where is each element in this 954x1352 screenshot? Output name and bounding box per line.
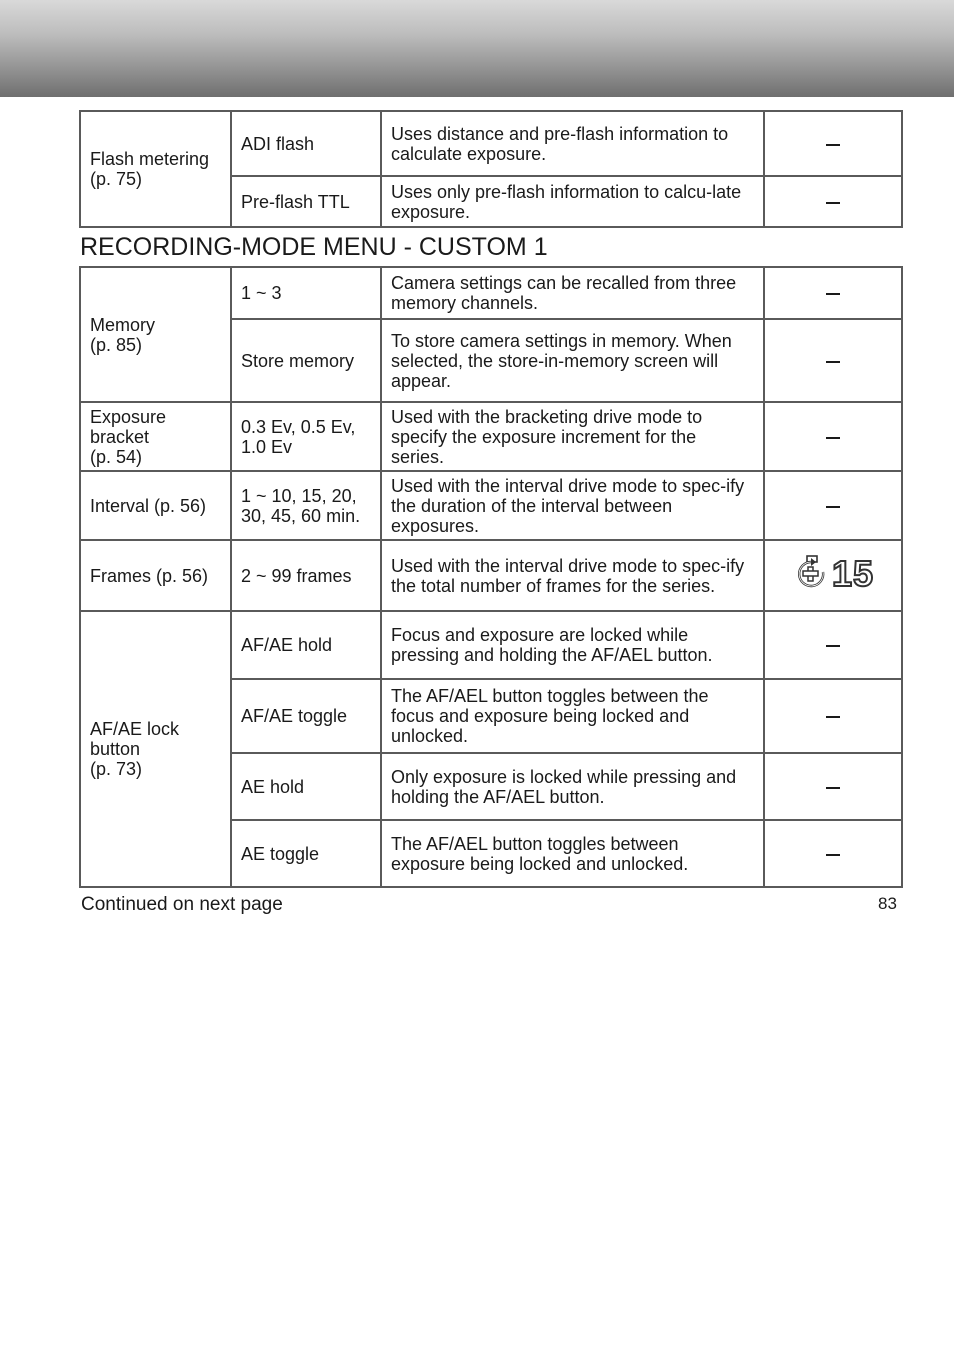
table-row bbox=[80, 471, 902, 540]
description-cell: Uses only pre-flash information to calcu-late exposure. bbox=[381, 176, 764, 227]
symbol-cell bbox=[764, 471, 902, 540]
option-cell: Pre-flash TTL bbox=[231, 176, 381, 227]
setting-name: Interval (p. 56) bbox=[80, 471, 231, 540]
option-cell: 1 ~ 3 bbox=[231, 267, 381, 319]
dash-icon bbox=[826, 716, 840, 718]
symbol-cell bbox=[764, 319, 902, 402]
dash-icon bbox=[826, 787, 840, 789]
option-cell: AF/AE hold bbox=[231, 611, 381, 679]
option-cell: ADI flash bbox=[231, 111, 381, 176]
description-cell: Focus and exposure are locked while pressing and holding the AF/AEL button. bbox=[381, 611, 764, 679]
symbol-cell bbox=[764, 820, 902, 887]
symbol-cell bbox=[764, 267, 902, 319]
continued-note: Continued on next page bbox=[81, 894, 283, 915]
description-cell: Used with the bracketing drive mode to specify the exposure increment for the series. bbox=[381, 402, 764, 471]
dash-icon bbox=[826, 506, 840, 508]
setting-name: Frames (p. 56) bbox=[80, 540, 231, 611]
interval-frames-symbol bbox=[792, 554, 874, 594]
symbol-cell bbox=[764, 111, 902, 176]
interval-timer-icon bbox=[792, 554, 832, 594]
symbol-cell bbox=[764, 402, 902, 471]
setting-name: AF/AE lock button (p. 73) bbox=[80, 611, 231, 887]
option-cell: 0.3 Ev, 0.5 Ev, 1.0 Ev bbox=[231, 402, 381, 471]
description-cell: Used with the interval drive mode to spec-ify the total number of frames for the series. bbox=[381, 540, 764, 611]
option-cell: 1 ~ 10, 15, 20, 30, 45, 60 min. bbox=[231, 471, 381, 540]
setting-name: Exposure bracket (p. 54) bbox=[80, 402, 231, 471]
table-row bbox=[80, 267, 902, 319]
dash-icon bbox=[826, 293, 840, 295]
symbol-cell bbox=[764, 176, 902, 227]
section-title: RECORDING-MODE MENU - CUSTOM 1 bbox=[80, 233, 548, 261]
description-cell: The AF/AEL button toggles between exposure being locked and unlocked. bbox=[381, 820, 764, 887]
dash-icon bbox=[826, 361, 840, 363]
page-number: 83 bbox=[878, 894, 897, 913]
setting-name: Flash metering (p. 75) bbox=[80, 111, 231, 227]
option-cell: Store memory bbox=[231, 319, 381, 402]
option-cell: AE hold bbox=[231, 753, 381, 820]
custom1-table bbox=[79, 266, 903, 888]
description-cell: Used with the interval drive mode to spec-ify the duration of the interval between exposures. bbox=[381, 471, 764, 540]
symbol-cell bbox=[764, 753, 902, 820]
table-row bbox=[80, 402, 902, 471]
option-cell: AF/AE toggle bbox=[231, 679, 381, 753]
description-cell: Camera settings can be recalled from three memory channels. bbox=[381, 267, 764, 319]
symbol-cell bbox=[764, 679, 902, 753]
dash-icon bbox=[826, 854, 840, 856]
dash-icon bbox=[826, 437, 840, 439]
table-row bbox=[80, 111, 902, 176]
header-band bbox=[0, 0, 954, 97]
table-row bbox=[80, 540, 902, 611]
description-cell: Uses distance and pre-flash information to calculate exposure. bbox=[381, 111, 764, 176]
frames-count-label: 15 bbox=[831, 552, 875, 594]
description-cell: To store camera settings in memory. When selected, the store-in-memory screen will appear. bbox=[381, 319, 764, 402]
description-cell: Only exposure is locked while pressing and holding the AF/AEL button. bbox=[381, 753, 764, 820]
flash-metering-table bbox=[79, 110, 903, 228]
dash-icon bbox=[826, 202, 840, 204]
table-row bbox=[80, 611, 902, 679]
option-cell: AE toggle bbox=[231, 820, 381, 887]
dash-icon bbox=[826, 645, 840, 647]
setting-name: Memory (p. 85) bbox=[80, 267, 231, 402]
dash-icon bbox=[826, 144, 840, 146]
description-cell: The AF/AEL button toggles between the focus and exposure being locked and unlocked. bbox=[381, 679, 764, 753]
option-cell: 2 ~ 99 frames bbox=[231, 540, 381, 611]
symbol-cell bbox=[764, 540, 902, 611]
symbol-cell bbox=[764, 611, 902, 679]
